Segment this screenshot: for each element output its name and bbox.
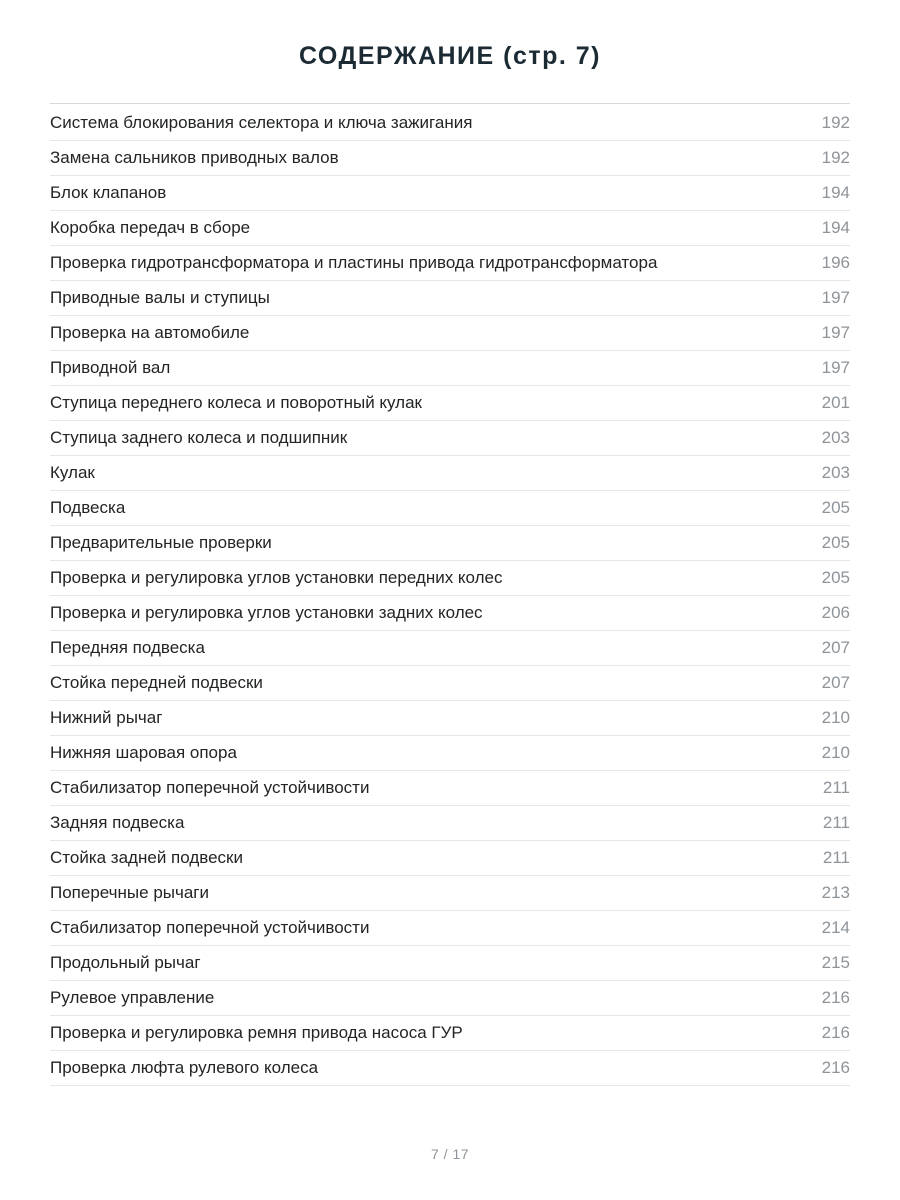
toc-entry-label: Стабилизатор поперечной устойчивости bbox=[50, 918, 370, 937]
toc-entry-label: Кулак bbox=[50, 463, 95, 482]
page-title: СОДЕРЖАНИЕ (стр. 7) bbox=[298, 42, 602, 70]
toc-entry-page: 205 bbox=[821, 498, 850, 517]
toc-entry-page: 197 bbox=[821, 323, 850, 342]
toc-entry bbox=[50, 1051, 850, 1086]
toc-entry-page: 211 bbox=[822, 778, 850, 797]
toc-entry-page: 194 bbox=[821, 218, 850, 237]
toc-entry-page: 203 bbox=[821, 428, 850, 447]
toc-entry bbox=[50, 351, 850, 386]
toc-entry-page: 215 bbox=[821, 953, 850, 972]
toc-entry bbox=[50, 911, 850, 946]
toc-entry bbox=[50, 491, 850, 526]
toc-entry-page: 211 bbox=[822, 813, 850, 832]
toc-entry bbox=[50, 176, 850, 211]
toc-entry-page: 211 bbox=[822, 848, 850, 867]
toc-entry bbox=[50, 876, 850, 911]
toc-entry bbox=[50, 1016, 850, 1051]
toc-entry bbox=[50, 631, 850, 666]
toc-entry bbox=[50, 141, 850, 176]
toc-entry-label: Стабилизатор поперечной устойчивости bbox=[50, 778, 370, 797]
toc-entry-page: 210 bbox=[821, 743, 850, 762]
toc-entry-label: Замена сальников приводных валов bbox=[50, 148, 339, 167]
toc-entry-page: 216 bbox=[821, 988, 850, 1007]
toc-entry bbox=[50, 771, 850, 806]
toc-entry-page: 214 bbox=[821, 918, 850, 937]
toc-entry bbox=[50, 806, 850, 841]
toc-entry-label: Стойка задней подвески bbox=[50, 848, 243, 867]
toc-entry-label: Коробка передач в сборе bbox=[50, 218, 251, 237]
toc-entry-label: Стойка передней подвески bbox=[50, 673, 263, 692]
toc-entry-label: Проверка и регулировка ремня привода насоса ГУР bbox=[50, 1023, 463, 1042]
toc-entry-page: 197 bbox=[821, 288, 850, 307]
toc-entry-label: Поперечные рычаги bbox=[50, 883, 210, 902]
toc-entry bbox=[50, 421, 850, 456]
toc-entry bbox=[50, 841, 850, 876]
toc-entry bbox=[50, 211, 850, 246]
toc-entry-page: 210 bbox=[821, 708, 850, 727]
toc-entry-page: 196 bbox=[821, 253, 850, 272]
toc-entry bbox=[50, 316, 850, 351]
page-indicator: 7 / 17 bbox=[430, 1146, 470, 1162]
toc-entry-page: 201 bbox=[821, 393, 850, 412]
toc-entry bbox=[50, 666, 850, 701]
toc-entry-page: 197 bbox=[821, 358, 850, 377]
toc-entry-label: Система блокирования селектора и ключа зажигания bbox=[50, 113, 473, 132]
toc-entry bbox=[50, 106, 850, 141]
toc-entry-label: Нижняя шаровая опора bbox=[50, 743, 237, 762]
toc-entry bbox=[50, 456, 850, 491]
toc-entry bbox=[50, 701, 850, 736]
toc-entry-label: Проверка люфта рулевого колеса bbox=[50, 1058, 319, 1077]
toc-entry-label: Блок клапанов bbox=[50, 183, 167, 202]
toc-entry-page: 207 bbox=[821, 638, 850, 657]
toc-entry-page: 192 bbox=[821, 148, 850, 167]
toc-entry-page: 192 bbox=[821, 113, 850, 132]
toc-entry-label: Задняя подвеска bbox=[50, 813, 185, 832]
toc-entry-label: Продольный рычаг bbox=[50, 953, 201, 972]
toc-entry bbox=[50, 946, 850, 981]
toc-entry bbox=[50, 596, 850, 631]
toc-entry-label: Предварительные проверки bbox=[50, 533, 272, 552]
toc-entry-page: 216 bbox=[821, 1023, 850, 1042]
toc-entry-page: 205 bbox=[821, 533, 850, 552]
toc-entry-label: Ступица переднего колеса и поворотный кулак bbox=[50, 393, 422, 412]
toc-entry-label: Приводной вал bbox=[50, 358, 171, 377]
toc-entry-page: 205 bbox=[821, 568, 850, 587]
toc-entry-page: 216 bbox=[821, 1058, 850, 1077]
toc-entry bbox=[50, 246, 850, 281]
toc-entry-label: Нижний рычаг bbox=[50, 708, 163, 727]
title-divider bbox=[50, 103, 850, 104]
toc-entry-label: Проверка и регулировка углов установки задних колес bbox=[50, 603, 483, 622]
toc-entry-page: 206 bbox=[821, 603, 850, 622]
toc-entry-label: Проверка и регулировка углов установки передних колес bbox=[50, 568, 503, 587]
toc-entry-label: Проверка на автомобиле bbox=[50, 323, 250, 342]
toc-entry-label: Приводные валы и ступицы bbox=[50, 288, 270, 307]
toc-list bbox=[50, 106, 850, 1086]
toc-entry-label: Передняя подвеска bbox=[50, 638, 205, 657]
toc-entry-page: 194 bbox=[821, 183, 850, 202]
toc-entry-page: 203 bbox=[821, 463, 850, 482]
toc-entry-label: Рулевое управление bbox=[50, 988, 215, 1007]
toc-entry bbox=[50, 561, 850, 596]
toc-entry bbox=[50, 981, 850, 1016]
toc-entry-label: Подвеска bbox=[50, 498, 126, 517]
toc-entry-label: Ступица заднего колеса и подшипник bbox=[50, 428, 348, 447]
toc-entry bbox=[50, 736, 850, 771]
toc-entry-page: 213 bbox=[821, 883, 850, 902]
toc-entry bbox=[50, 281, 850, 316]
toc-entry bbox=[50, 386, 850, 421]
toc-entry bbox=[50, 526, 850, 561]
toc-entry-label: Проверка гидротрансформатора и пластины привода гидротрансформатора bbox=[50, 253, 658, 272]
toc-entry-page: 207 bbox=[821, 673, 850, 692]
